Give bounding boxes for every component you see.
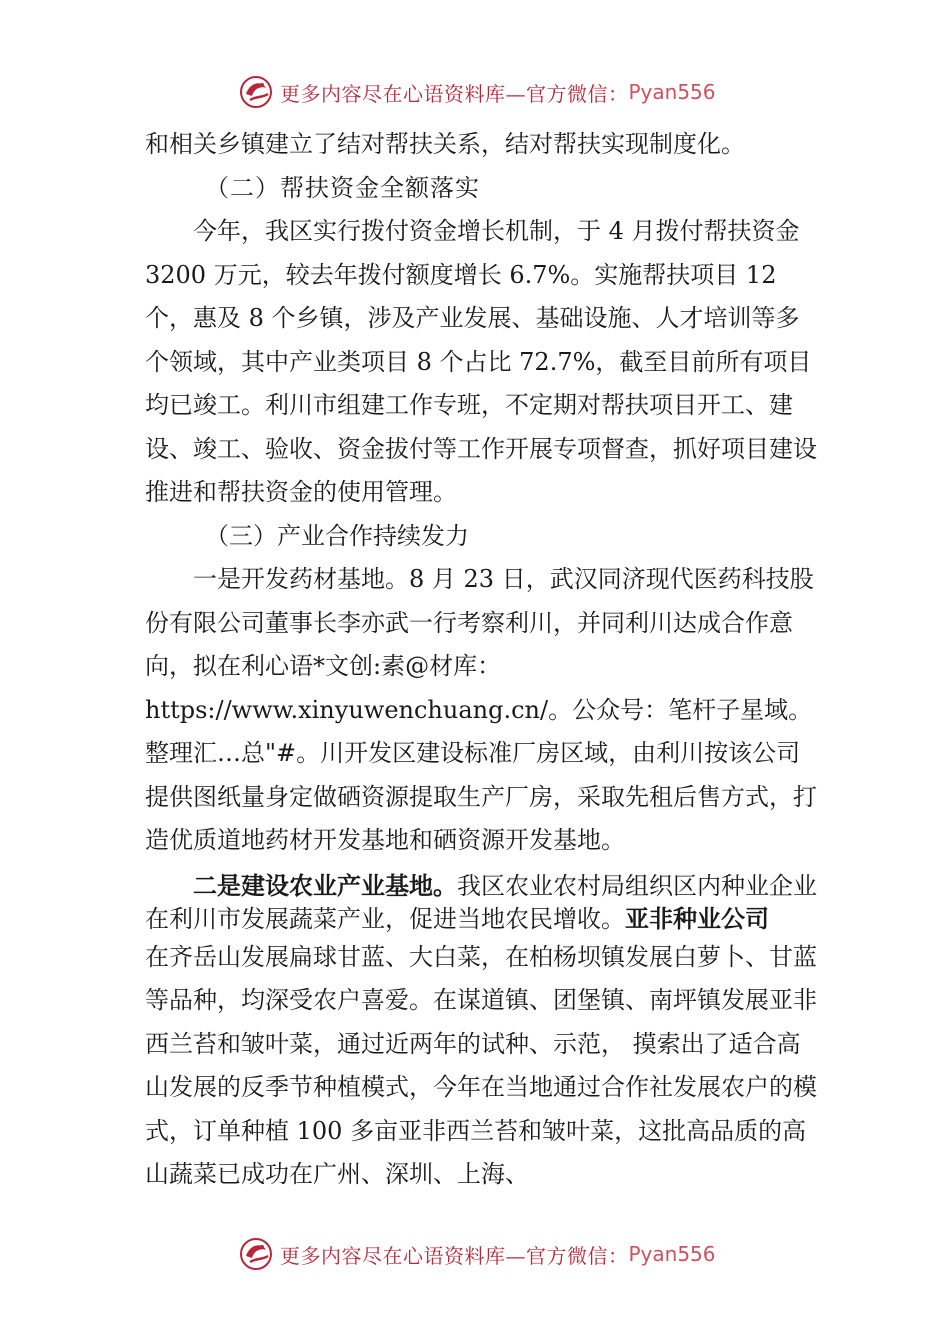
- paragraph-1: 和相关乡镇建立了结对帮扶关系，结对帮扶实现制度化。: [145, 130, 745, 158]
- paragraph-4-text: 我区农业农村局组织区内种业企业在利川市发展蔬菜产业，促进当地农民增收。: [145, 871, 817, 933]
- paragraph-4-lead: 二是建设农业产业基地。: [193, 870, 457, 900]
- paragraph-2: 今年，我区实行拨付资金增长机制，于 4 月拨付帮扶资金 3200 万元，较去年拨付额度增长 6.7%。实施帮扶项目 12 个，惠及 8 个乡镇，涉及产业发展、基础设施、人才培训等多个领域，其中产业类项目 8 个占比 72.7%，截至目前所有项目均已竣工。利川市组建工作专班，不定期对帮扶项目开工、建设、竣工、验收、资金拔付等工作开展专项督查，抓好项目建设推进和帮扶资金的使用管理。: [145, 217, 817, 506]
- watermark-wechat-id: Pyan556: [628, 80, 716, 104]
- seal-logo-icon: [238, 1236, 274, 1272]
- header-watermark: [238, 72, 758, 112]
- watermark-wechat-id: Pyan556: [628, 1242, 716, 1266]
- seal-logo-icon: [238, 74, 274, 110]
- paragraph-3: 一是开发药材基地。8 月 23 日，武汉同济现代医药科技股份有限公司董事长李亦武一行考察利川，并同利川达成合作意向，拟在利心语*文创:素@材库：https://www.xinyuwenchuang.cn/。公众号：笔杆子星域。整理汇…总"#。川开发区建设标准厂房区域，由利川按该公司提供图纸量身定做硒资源提取生产厂房，采取先租后售方式，打造优质道地药材开发基地和硒资源开发基地。: [145, 565, 817, 854]
- section-heading-3: （三）产业合作持续发力: [205, 521, 469, 550]
- watermark-text: 更多内容尽在心语资料库—官方微信：: [280, 81, 629, 106]
- company-name: 亚非种业公司: [625, 904, 769, 933]
- footer-watermark: [238, 1234, 758, 1274]
- section-heading-2: （二）帮扶资金全额落实: [205, 173, 480, 202]
- document-body: [145, 123, 817, 1197]
- paragraph-4-part-1: [145, 869, 817, 936]
- watermark-text: 更多内容尽在心语资料库—官方微信：: [280, 1243, 629, 1268]
- paragraph-4-part-2: 在齐岳山发展扁球甘蓝、大白菜，在柏杨坝镇发展白萝卜、甘蓝等品种，均深受农户喜爱。在谋道镇、团堡镇、南坪镇发展亚非西兰苔和皱叶菜，通过近两年的试种、示范， 摸索出了适合高山发展的反季节种植模式，今年在当地通过合作社发展农户的模式，订单种植 100 多亩亚非西兰苔和皱叶菜，这批高品质的高山蔬菜已成功在广州、深圳、上海、: [145, 942, 817, 1188]
